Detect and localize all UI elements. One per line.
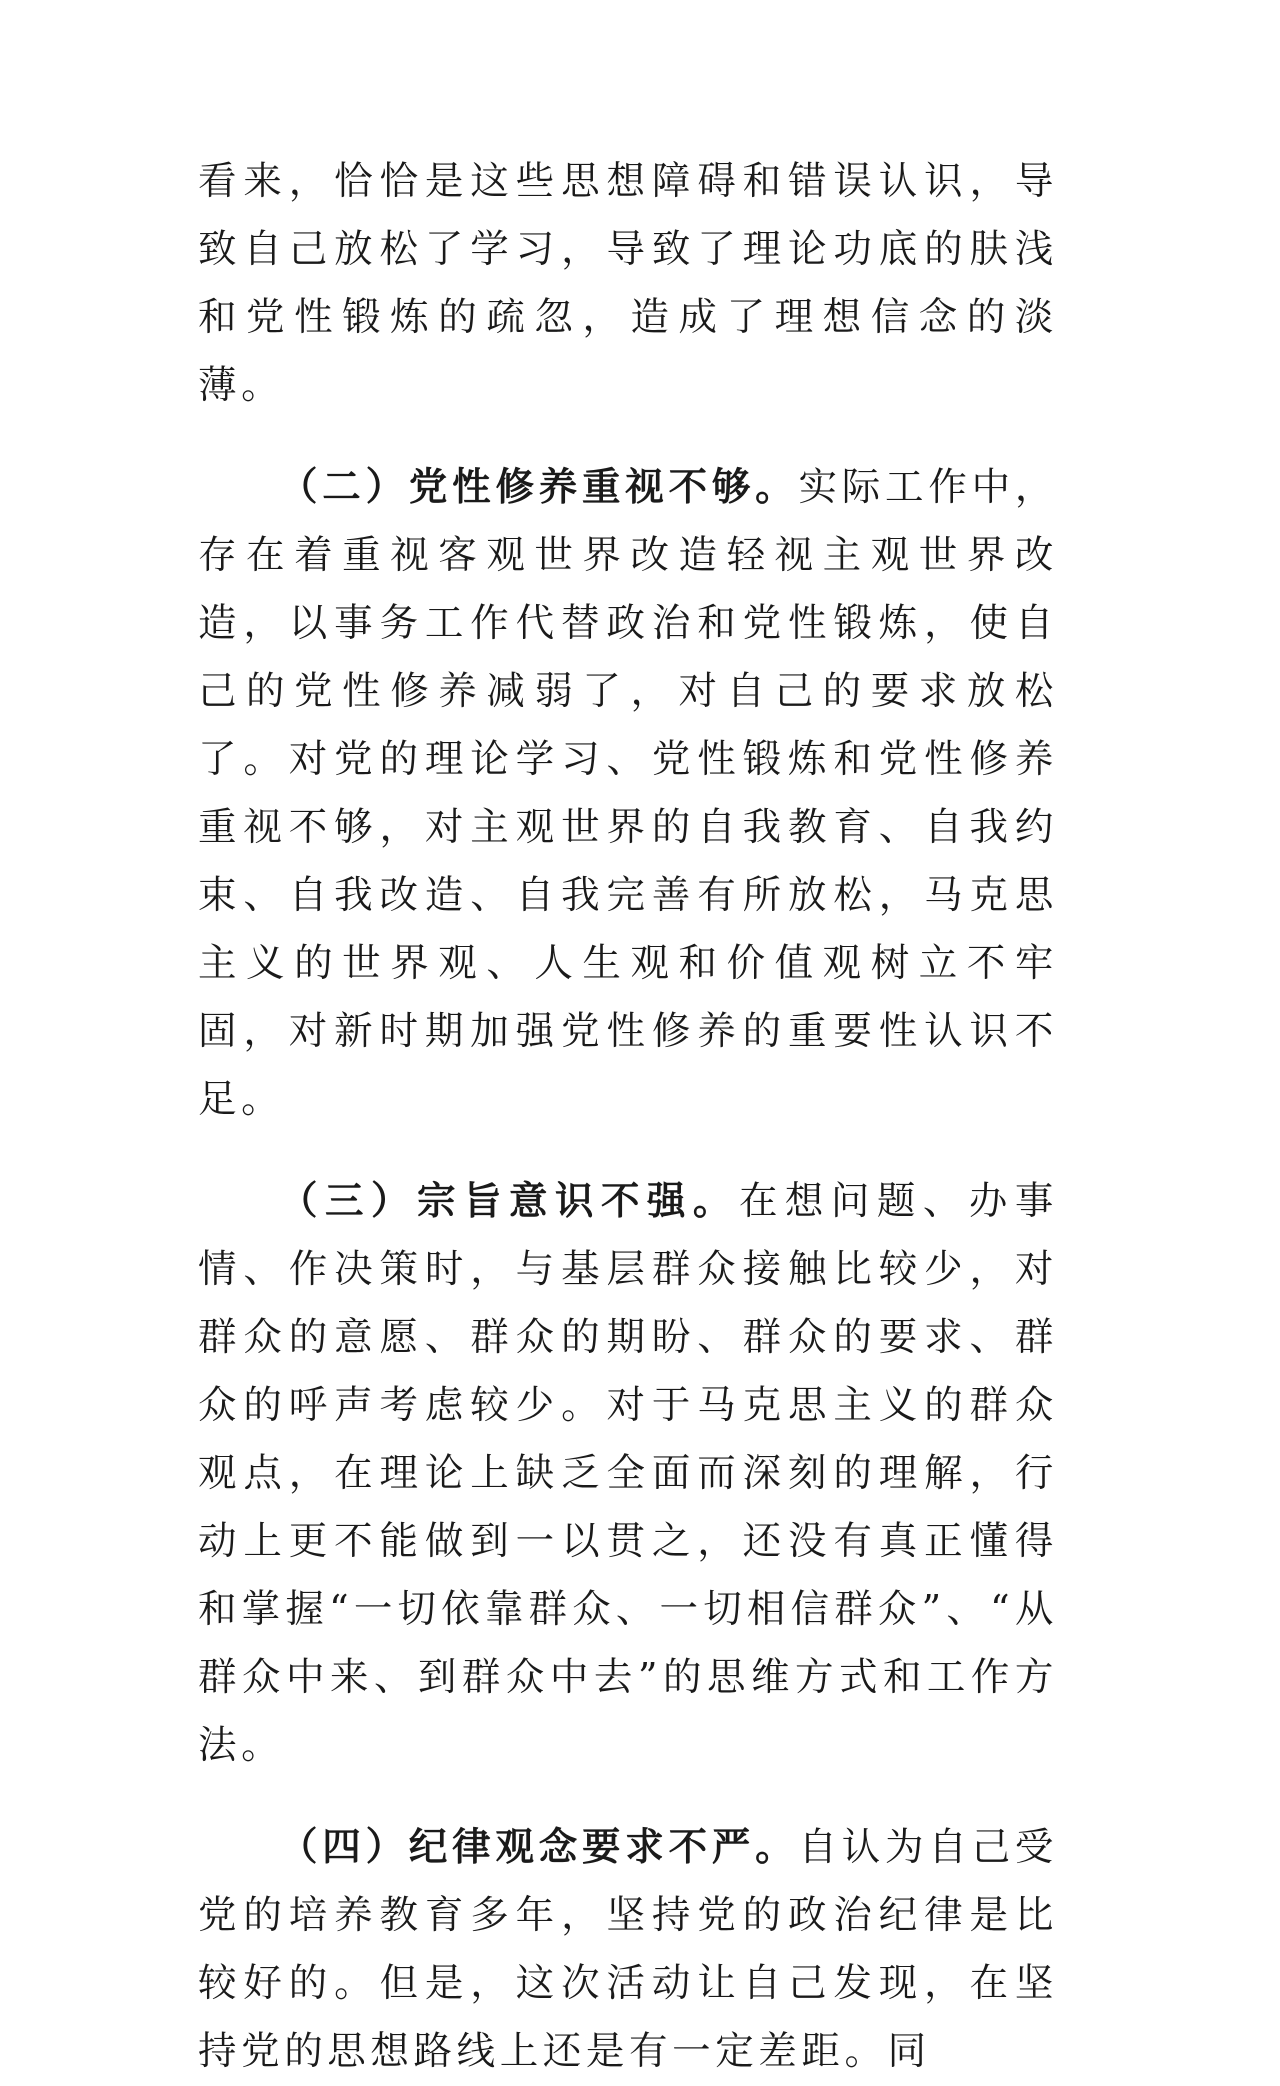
paragraph-body-text: 看来，恰恰是这些思想障碍和错误认识，导致自己放松了学习，导致了理论功底的肤浅和党性锻炼的疏忽，造成了理想信念的淡薄。 xyxy=(198,159,1058,408)
paragraph-body-text: 自认为自己受党的培养教育多年，坚持党的政治纪律是比较好的。但是，这次活动让自己发现，在坚持党的思想路线上还是有一定差距。同 xyxy=(198,1825,1058,2074)
section-heading: （四）纪律观念要求不严。 xyxy=(279,1825,799,1870)
paragraph-section-2 xyxy=(198,454,1058,1134)
paragraph-body-text: 实际工作中，存在着重视客观世界改造轻视主观世界改造，以事务工作代替政治和党性锻炼，使自己的党性修养减弱了，对自己的要求放松了。对党的理论学习、党性锻炼和党性修养重视不够，对主观世界的自我教育、自我约束、自我改造、自我完善有所放松，马克思主义的世界观、人生观和价值观树立不牢固，对新时期加强党性修养的重要性认识不足。 xyxy=(198,465,1058,1122)
document-body xyxy=(198,148,1058,2086)
section-heading: （三）宗旨意识不强。 xyxy=(279,1179,739,1224)
section-heading: （二）党性修养重视不够。 xyxy=(279,465,799,510)
paragraph-continuation xyxy=(198,148,1058,420)
paragraph-section-3 xyxy=(198,1168,1058,1780)
paragraph-body-text: 在想问题、办事情、作决策时，与基层群众接触比较少，对群众的意愿、群众的期盼、群众的要求、群众的呼声考虑较少。对于马克思主义的群众观点，在理论上缺乏全面而深刻的理解，行动上更不能做到一以贯之，还没有真正懂得和掌握“一切依靠群众、一切相信群众”、“从群众中来、到群众中去”的思维方式和工作方法。 xyxy=(198,1179,1058,1768)
paragraph-section-4 xyxy=(198,1814,1058,2086)
